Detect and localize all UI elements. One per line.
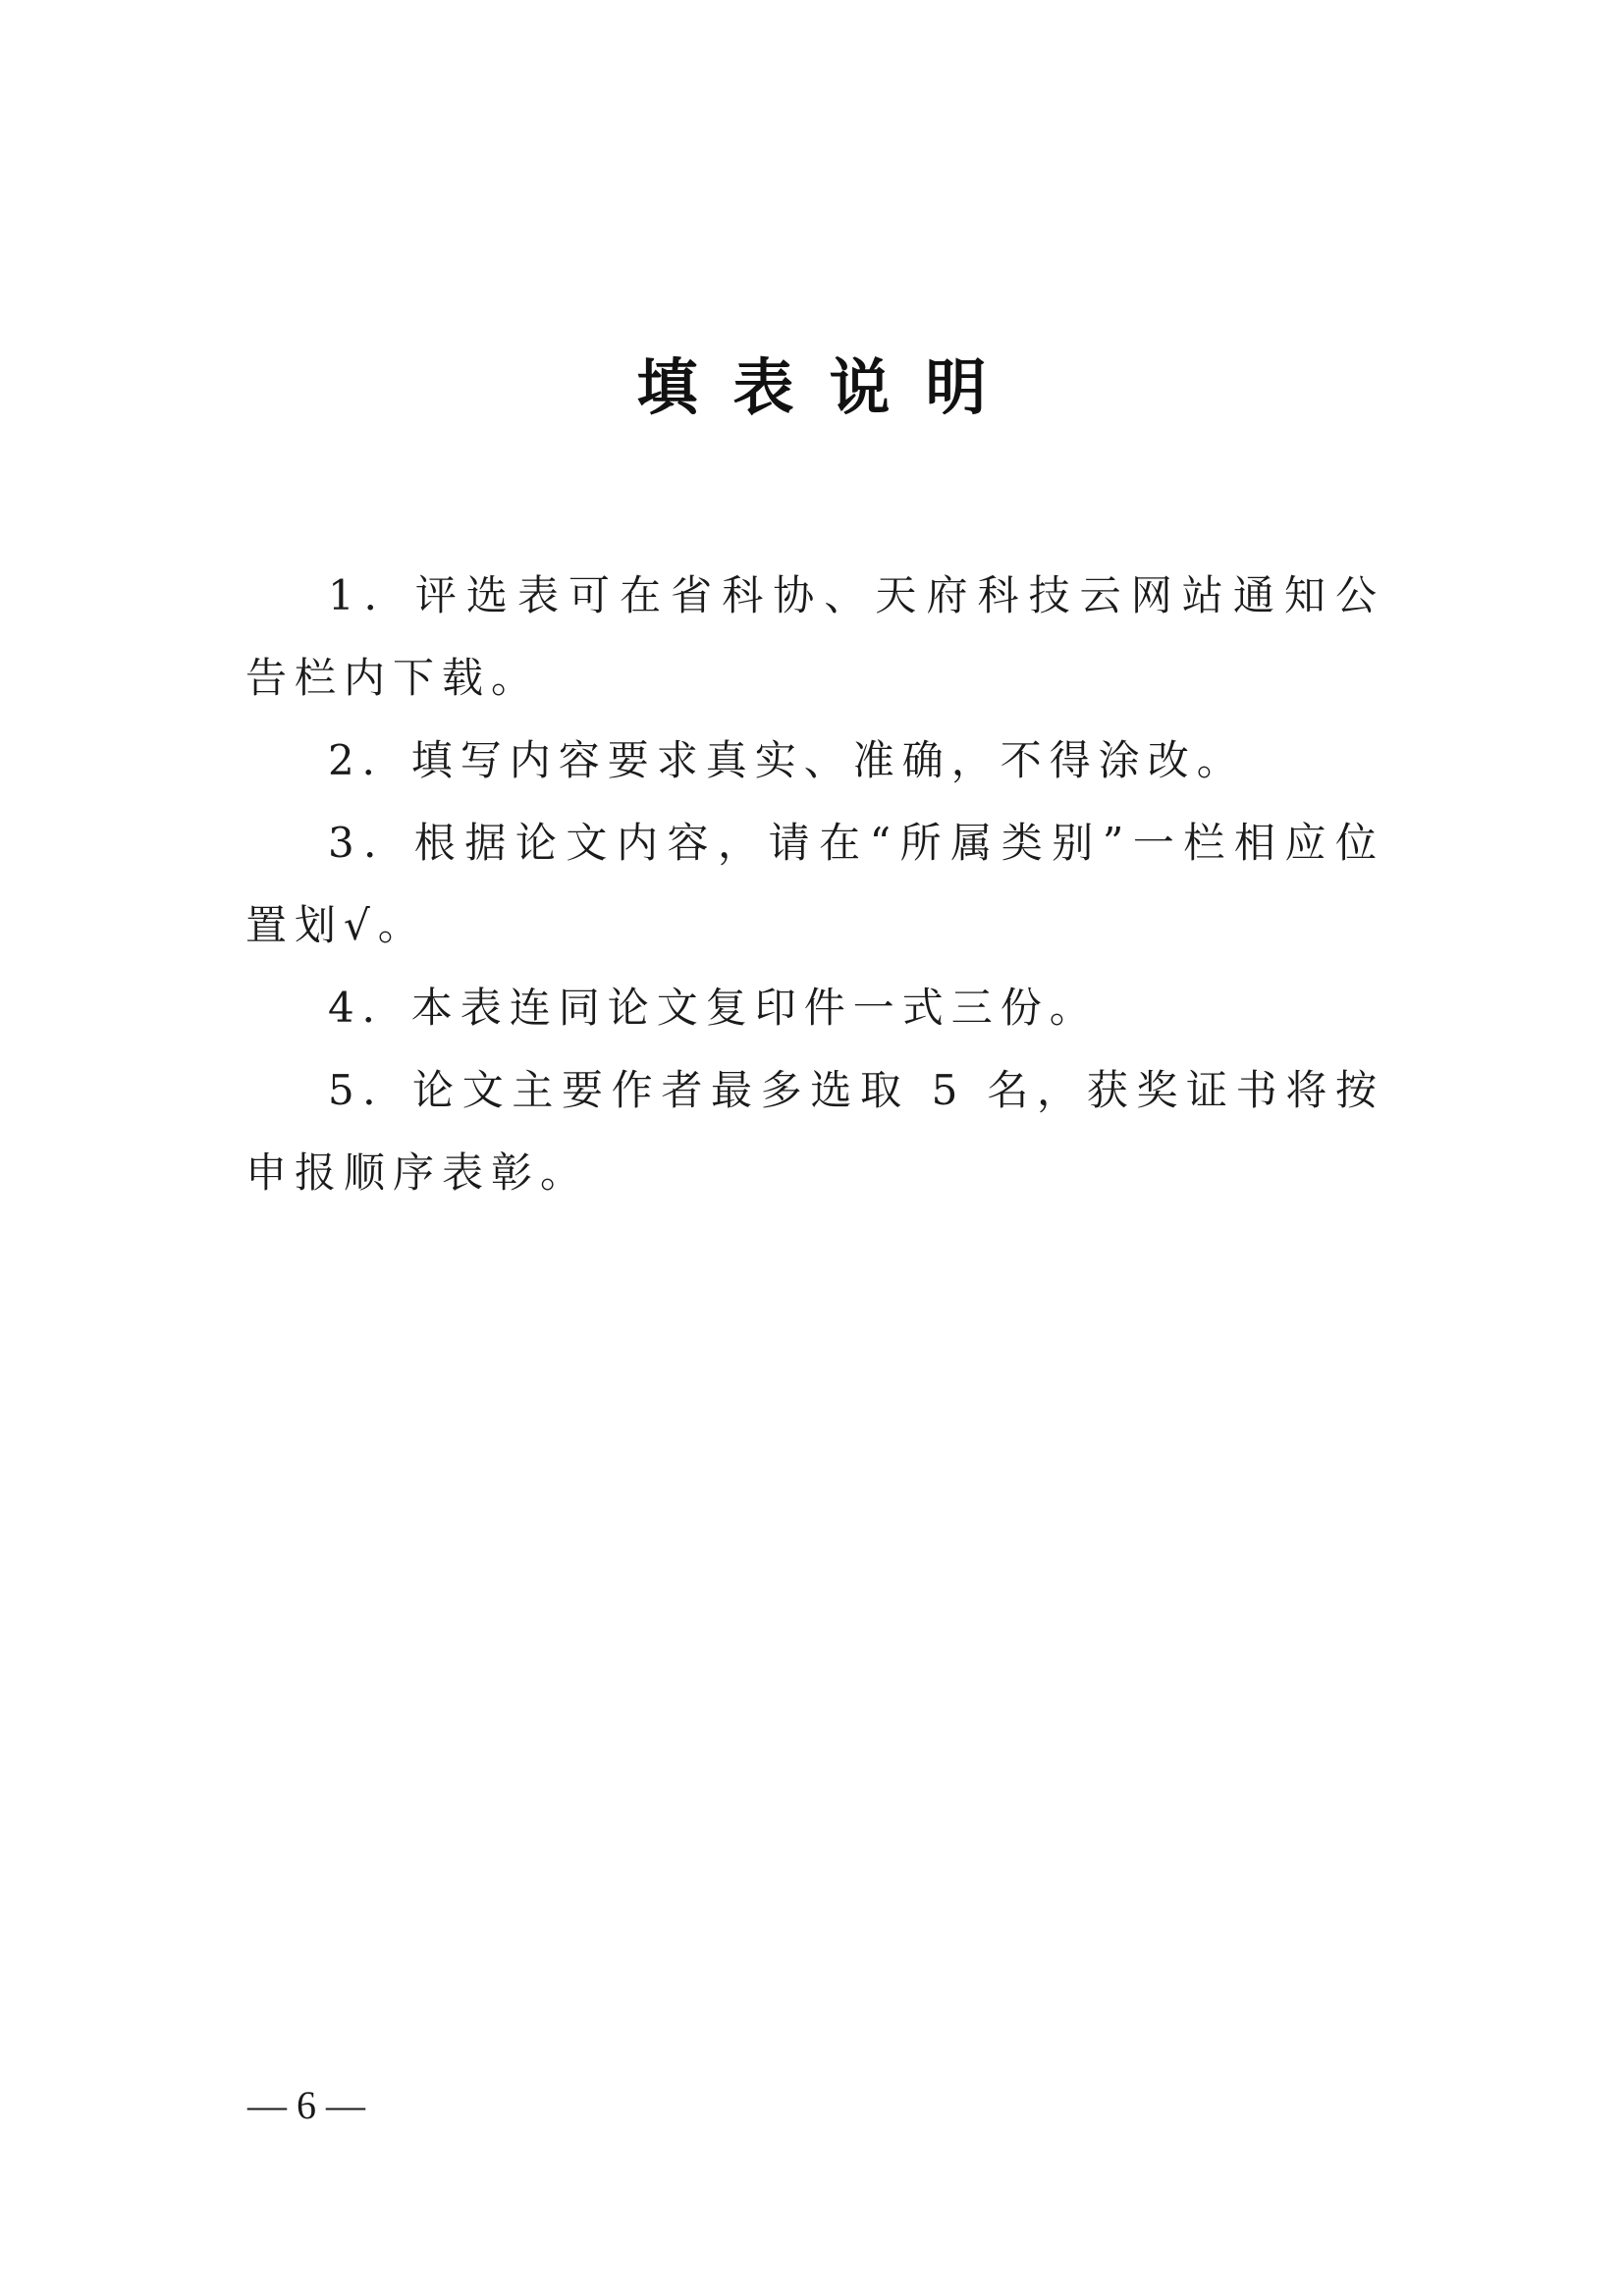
instruction-item-4: 4．本表连同论文复印件一式三份。: [328, 984, 1099, 1032]
instruction-item-5: 5．论文主要作者最多选取 5 名，获奖证书将按申报顺序表彰。: [245, 1066, 1384, 1197]
instruction-item-2: 2．填写内容要求真实、准确，不得涂改。: [328, 736, 1246, 784]
instructions-body: [245, 555, 1384, 1214]
page-number: — 6 —: [247, 2083, 365, 2127]
page-title: 填表说明: [636, 351, 1022, 423]
instruction-item-1: 1．评选表可在省科协、天府科技云网站通知公告栏内下载。: [245, 571, 1384, 702]
instruction-item-3: 3．根据论文内容，请在“所属类别”一栏相应位置划√。: [245, 819, 1384, 949]
